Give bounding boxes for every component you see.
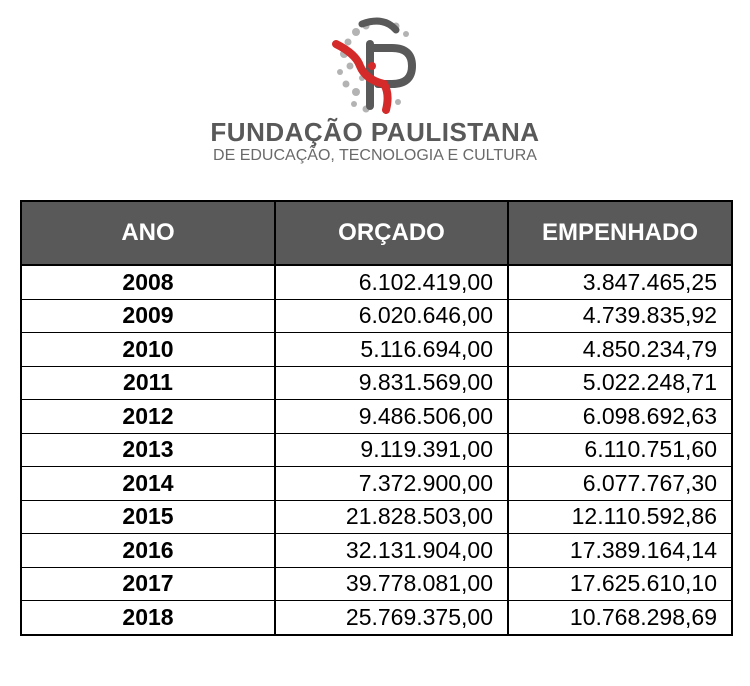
year-cell: 2009 xyxy=(21,299,275,333)
committed-cell: 5.022.248,71 xyxy=(508,366,732,400)
table-header-row xyxy=(21,201,732,265)
committed-cell: 17.389.164,14 xyxy=(508,534,732,568)
year-cell: 2014 xyxy=(21,467,275,501)
committed-cell: 12.110.592,86 xyxy=(508,500,732,534)
budgeted-cell: 21.828.503,00 xyxy=(275,500,508,534)
budgeted-cell: 9.486.506,00 xyxy=(275,400,508,434)
committed-cell: 10.768.298,69 xyxy=(508,601,732,635)
budgeted-cell: 7.372.900,00 xyxy=(275,467,508,501)
year-cell: 2015 xyxy=(21,500,275,534)
year-cell: 2018 xyxy=(21,601,275,635)
column-header-budgeted: ORÇADO xyxy=(275,201,508,265)
budgeted-cell: 39.778.081,00 xyxy=(275,567,508,601)
table-row xyxy=(21,299,732,333)
year-cell: 2017 xyxy=(21,567,275,601)
table-row xyxy=(21,366,732,400)
budgeted-cell: 25.769.375,00 xyxy=(275,601,508,635)
committed-cell: 17.625.610,10 xyxy=(508,567,732,601)
table-row xyxy=(21,265,732,299)
year-cell: 2012 xyxy=(21,400,275,434)
table-row xyxy=(21,567,732,601)
table-row xyxy=(21,333,732,367)
table-row xyxy=(21,500,732,534)
year-cell: 2013 xyxy=(21,433,275,467)
table-row xyxy=(21,467,732,501)
budgeted-cell: 9.831.569,00 xyxy=(275,366,508,400)
committed-cell: 6.098.692,63 xyxy=(508,400,732,434)
column-header-committed: EMPENHADO xyxy=(508,201,732,265)
table-row xyxy=(21,534,732,568)
table-row xyxy=(21,433,732,467)
committed-cell: 4.850.234,79 xyxy=(508,333,732,367)
budgeted-cell: 6.102.419,00 xyxy=(275,265,508,299)
year-cell: 2010 xyxy=(21,333,275,367)
committed-cell: 6.077.767,30 xyxy=(508,467,732,501)
year-cell: 2016 xyxy=(21,534,275,568)
org-subtitle: DE EDUCAÇÃO, TECNOLOGIA E CULTURA xyxy=(213,147,537,164)
budgeted-cell: 5.116.694,00 xyxy=(275,333,508,367)
year-cell: 2008 xyxy=(21,265,275,299)
column-header-year: ANO xyxy=(21,201,275,265)
table-row xyxy=(21,400,732,434)
budgeted-cell: 9.119.391,00 xyxy=(275,433,508,467)
committed-cell: 6.110.751,60 xyxy=(508,433,732,467)
budgeted-cell: 32.131.904,00 xyxy=(275,534,508,568)
logo-block xyxy=(0,14,750,164)
committed-cell: 4.739.835,92 xyxy=(508,299,732,333)
budget-table xyxy=(20,200,733,636)
fundacao-paulistana-logo-icon xyxy=(326,14,422,114)
budgeted-cell: 6.020.646,00 xyxy=(275,299,508,333)
table-row xyxy=(21,601,732,635)
org-name: FUNDAÇÃO PAULISTANA xyxy=(210,117,540,147)
year-cell: 2011 xyxy=(21,366,275,400)
committed-cell: 3.847.465,25 xyxy=(508,265,732,299)
